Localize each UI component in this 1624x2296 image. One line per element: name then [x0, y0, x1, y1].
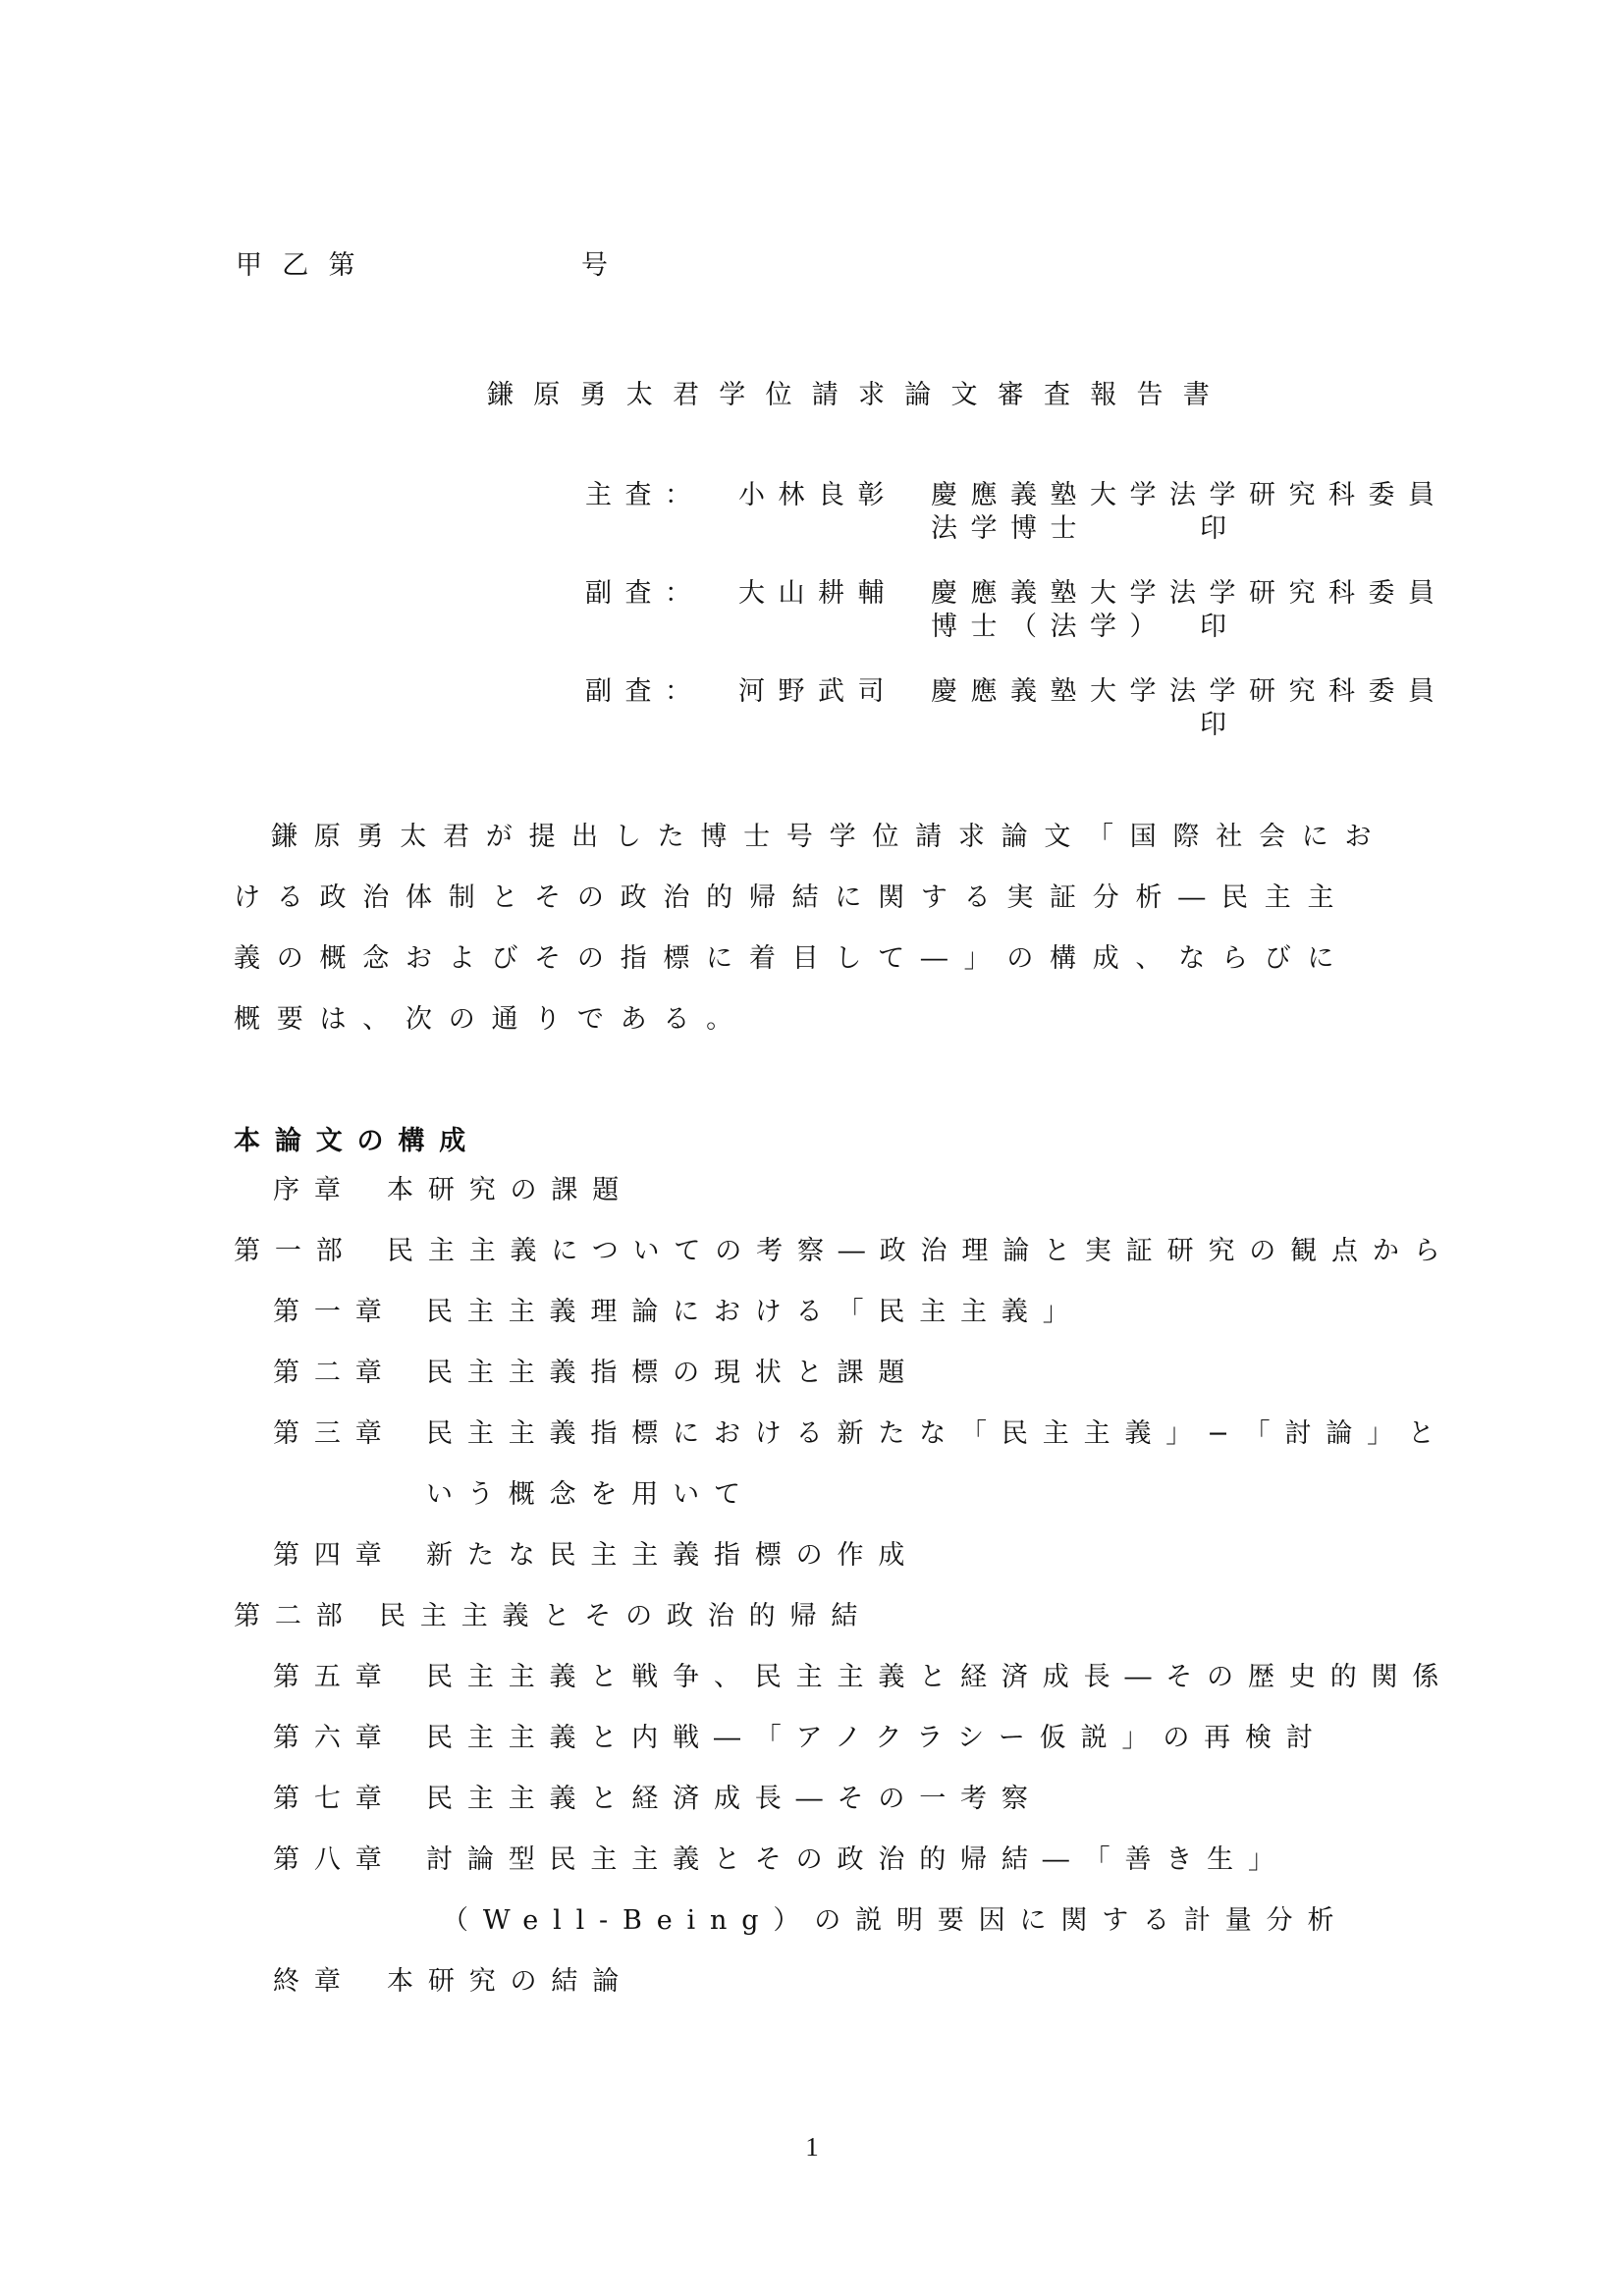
toc-chapter-title: 民主主義と経済成長―その一考察 — [426, 1784, 1043, 1814]
toc-row — [234, 1783, 1412, 1843]
toc-chapter-number: 第二部 — [234, 1601, 357, 1631]
table-of-contents — [234, 1174, 1455, 2026]
toc-chapter-number: 第一部 — [234, 1236, 357, 1266]
toc-row — [234, 1174, 1412, 1235]
toc-chapter-title: 民主主義についての考察―政治理論と実証研究の観点から — [387, 1236, 1455, 1266]
toc-row — [234, 1965, 1412, 2026]
examiner-seal: 印 — [1200, 513, 1226, 544]
examiner-role: 副査： — [585, 578, 705, 609]
toc-chapter-title: 討論型民主主義とその政治的帰結―「善き生」 — [426, 1844, 1289, 1875]
toc-chapter-number: 第六章 — [273, 1723, 397, 1753]
toc-row — [234, 1478, 1412, 1539]
doc-number-prefix: 甲乙第 — [236, 250, 375, 281]
doc-number-suffix: 号 — [581, 250, 608, 281]
toc-chapter-title: 新たな民主主義指標の作成 — [426, 1540, 920, 1571]
examiner-name: 大山耕輔 — [738, 578, 897, 609]
toc-chapter-number: 終章 — [273, 1966, 355, 1997]
examiner-seal: 印 — [1200, 710, 1226, 740]
examiner-affiliation: 慶應義塾大学法学研究科委員 — [931, 480, 1448, 510]
toc-row — [234, 1417, 1449, 1478]
toc-chapter-title: いう概念を用いて — [426, 1479, 755, 1510]
toc-chapter-title: 本研究の課題 — [387, 1175, 634, 1205]
intro-paragraph: 鎌原勇太君が提出した博士号学位請求論文「国際社会における政治体制とその政治的帰結に関する実証分析―民主主義の概念およびその指標に着目して―」の構成、ならびに概要は、次の通りである。 — [234, 822, 1388, 1035]
toc-row — [234, 1357, 1412, 1417]
toc-chapter-number: 第三章 — [273, 1418, 397, 1449]
toc-row — [234, 1296, 1412, 1357]
toc-chapter-title: （Well-Being）の説明要因に関する計量分析 — [442, 1905, 1349, 1936]
toc-chapter-number: 序章 — [273, 1175, 355, 1205]
toc-row — [234, 1661, 1454, 1722]
examiner-entry — [585, 479, 1567, 577]
toc-chapter-title: 民主主義指標における新たな「民主主義」−「討論」と — [426, 1418, 1449, 1449]
toc-chapter-title: 民主主義と内戦―「アノクラシー仮説」の再検討 — [426, 1723, 1327, 1753]
toc-chapter-number: 第八章 — [273, 1844, 397, 1875]
page-number: 1 — [805, 2132, 819, 2162]
examiner-role: 副査： — [585, 676, 705, 707]
toc-chapter-title: 民主主義とその政治的帰結 — [379, 1601, 873, 1631]
examiner-affiliation: 慶應義塾大学法学研究科委員 — [931, 578, 1448, 609]
toc-heading: 本論文の構成 — [234, 1126, 481, 1156]
toc-chapter-number: 第二章 — [273, 1358, 397, 1388]
toc-row — [234, 1722, 1412, 1783]
toc-chapter-title: 民主主義理論における「民主主義」 — [426, 1297, 1084, 1327]
examiner-entry — [585, 675, 1567, 774]
toc-chapter-number: 第四章 — [273, 1540, 397, 1571]
examiner-seal: 印 — [1200, 612, 1226, 642]
toc-row — [234, 1235, 1455, 1296]
examiner-affiliation: 慶應義塾大学法学研究科委員 — [931, 676, 1448, 707]
examiner-entry — [585, 577, 1567, 675]
toc-chapter-number: 第一章 — [273, 1297, 397, 1327]
toc-chapter-title: 民主主義指標の現状と課題 — [426, 1358, 920, 1388]
toc-chapter-number: 第七章 — [273, 1784, 397, 1814]
toc-row — [234, 1600, 1412, 1661]
examiner-degree: 博士（法学） — [931, 612, 1169, 642]
toc-chapter-title: 民主主義と戦争、民主主義と経済成長―その歴史的関係 — [426, 1662, 1454, 1692]
page-title: 鎌原勇太君学位請求論文審査報告書 — [487, 380, 1229, 410]
examiner-role: 主査： — [585, 480, 705, 510]
examiner-name: 河野武司 — [738, 676, 897, 707]
examiner-list — [585, 479, 1567, 774]
toc-chapter-number: 第五章 — [273, 1662, 397, 1692]
examiner-degree: 法学博士 — [931, 513, 1090, 544]
toc-chapter-title: 本研究の結論 — [387, 1966, 634, 1997]
toc-row — [234, 1843, 1412, 1904]
toc-row — [234, 1904, 1412, 1965]
toc-row — [234, 1539, 1412, 1600]
examiner-name: 小林良彰 — [738, 480, 897, 510]
